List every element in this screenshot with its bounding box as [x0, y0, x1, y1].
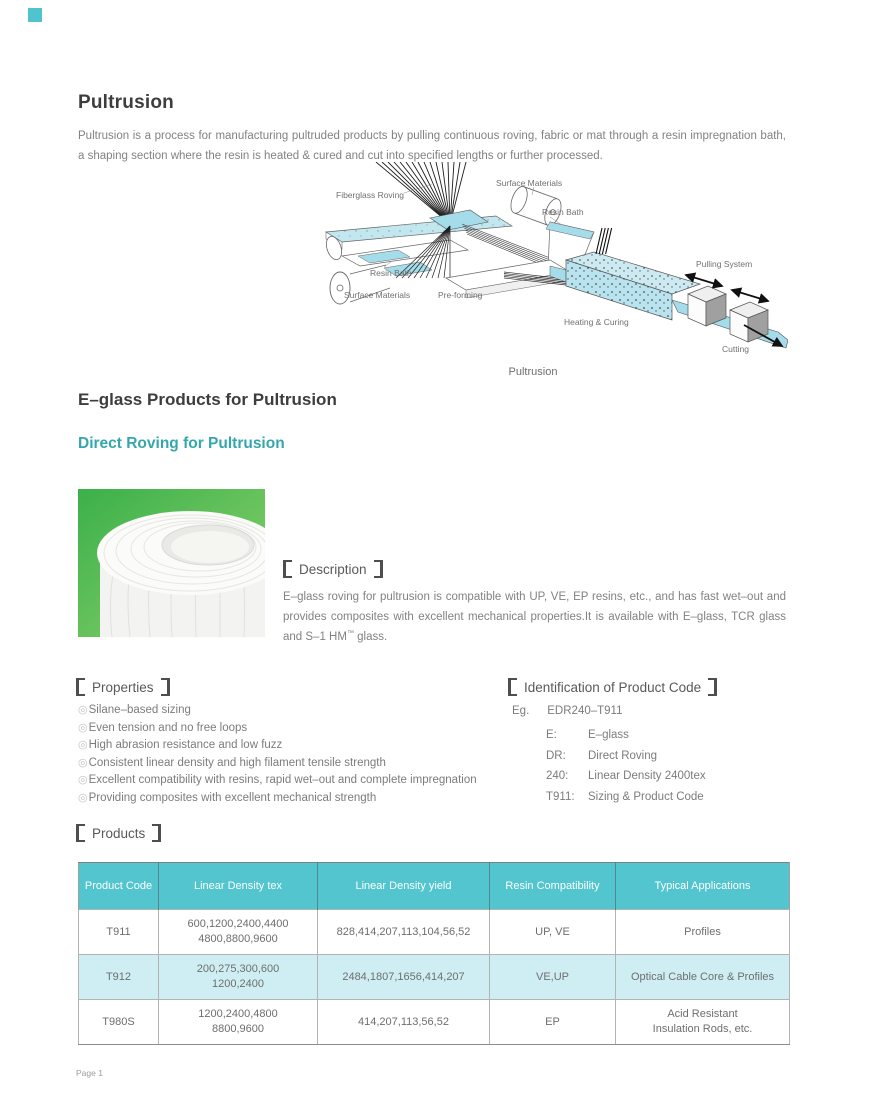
code-row: 240: Linear Density 2400tex — [546, 770, 706, 782]
section-title: E–glass Products for Pultrusion — [78, 390, 337, 409]
surface-material-roller — [508, 184, 565, 227]
example-code: EDR240–T911 — [547, 705, 623, 717]
table-row: T911 600,1200,2400,4400 4800,8800,9600 828,414,207,113,104,56,52 UP, VE Profiles — [79, 910, 790, 955]
left-bracket-icon — [76, 824, 85, 842]
label-pre-forming: Pre-forming — [438, 290, 483, 300]
list-item: ◎Excellent compatibility with resins, rapid wet–out and complete impregnation — [78, 774, 477, 786]
code-row: T911: Sizing & Product Code — [546, 790, 704, 803]
properties-list — [78, 702, 477, 807]
puller-cube-1 — [688, 286, 726, 326]
label-resin-bath-left: Resin Bath — [370, 268, 412, 278]
label-surface-materials-top: Surface Materials — [496, 178, 563, 188]
col-resin-compatibility: Resin Compatibility — [490, 863, 616, 910]
label-cutting: Cutting — [722, 344, 749, 354]
list-item: ◎Consistent linear density and high filament tensile strength — [78, 756, 386, 769]
products-heading: Products — [76, 824, 161, 842]
col-linear-density-tex: Linear Density tex — [159, 863, 318, 910]
bullseye-bullet-icon: ◎ — [78, 791, 88, 804]
diagram-caption: Pultrusion — [508, 366, 558, 378]
label-surface-materials-left: Surface Materials — [344, 290, 411, 300]
description-heading: Description — [283, 560, 383, 578]
page-title: Pultrusion — [78, 92, 174, 113]
col-linear-density-yield: Linear Density yield — [318, 863, 490, 910]
trademark-symbol: ™ — [346, 629, 354, 637]
product-code-example: Eg. EDR240–T911 — [512, 705, 623, 717]
left-bracket-icon — [283, 560, 292, 578]
col-typical-applications: Typical Applications — [616, 863, 790, 910]
list-item: ◎High abrasion resistance and low fuzz — [78, 739, 283, 751]
table-header-row — [79, 863, 790, 910]
properties-heading: Properties — [76, 678, 170, 696]
col-product-code: Product Code — [79, 863, 159, 910]
label-heating-curing: Heating & Curing — [564, 317, 629, 327]
code-row: E: E–glass — [546, 729, 629, 741]
right-bracket-icon — [152, 824, 161, 842]
process-diagram-svg — [298, 162, 788, 364]
table-row: T912 200,275,300,600 1200,2400 2484,1807,1656,414,207 VE,UP Optical Cable Core & Profiles — [79, 955, 790, 1000]
fiber-bundle-icon — [596, 228, 612, 254]
roving-product-image — [78, 489, 265, 637]
label-fiberglass-roving: Fiberglass Roving — [336, 190, 405, 200]
pultrusion-process-diagram — [298, 162, 788, 364]
bullseye-bullet-icon: ◎ — [78, 739, 88, 751]
page-number: Page 1 — [76, 1068, 103, 1078]
fiber-ribbon — [462, 224, 550, 268]
right-bracket-icon — [708, 678, 717, 696]
label-pulling-system: Pulling System — [696, 259, 753, 269]
left-bracket-icon — [508, 678, 517, 696]
intro-paragraph: Pultrusion is a process for manufacturing pultruded products by pulling continuous roving, fabric or mat through a resin impregnation bath, a shaping section where the resin is heated & cured and cut into specified lengths or further processed. — [78, 130, 786, 162]
bullseye-bullet-icon: ◎ — [78, 721, 88, 734]
product-code-breakdown — [546, 725, 706, 807]
product-code-heading: Identification of Product Code — [508, 678, 717, 696]
label-resin-bath-top: Resin Bath — [542, 207, 584, 217]
list-item: ◎Silane–based sizing — [78, 704, 191, 716]
bullseye-bullet-icon: ◎ — [78, 704, 88, 716]
fiberglass-spool — [97, 511, 265, 637]
bullseye-bullet-icon: ◎ — [78, 756, 88, 769]
right-bracket-icon — [374, 560, 383, 578]
bullseye-bullet-icon: ◎ — [78, 774, 88, 786]
description-body: E–glass roving for pultrusion is compatible with UP, VE, EP resins, etc., and has fast wet–out and provides composites with excellent mechanical properties.It is available with E–glass, TCR glass and S–1 HM™ glass. — [283, 591, 786, 643]
corner-accent-square — [28, 8, 42, 22]
code-row: DR: Direct Roving — [546, 749, 658, 762]
right-bracket-icon — [161, 678, 170, 696]
products-table — [78, 862, 790, 1045]
left-bracket-icon — [76, 678, 85, 696]
list-item: ◎Providing composites with excellent mechanical strength — [78, 791, 377, 804]
subsection-title: Direct Roving for Pultrusion — [78, 435, 285, 452]
list-item: ◎Even tension and no free loops — [78, 721, 248, 734]
table-row: T980S 1200,2400,4800 8800,9600 414,207,113,56,52 EP Acid Resistant Insulation Rods, etc. — [79, 1000, 790, 1045]
